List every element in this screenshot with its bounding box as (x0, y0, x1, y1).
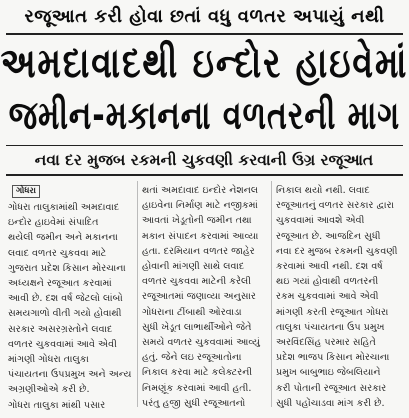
article-line: અગ્રણીઓએ કરી છે. (8, 384, 90, 396)
article-line: નવા દર મુજબ રકમની ચુકવણી (276, 245, 398, 257)
main-headline-line1: અમદાવાદથી ઇન્દોર હાઇવેમાં (0, 38, 409, 87)
article-line: હતું. જેને લઇ રજૂઆતોના (142, 352, 242, 364)
sub-divider-bottom (6, 174, 403, 176)
column-divider (271, 181, 272, 407)
article-line: સમયે વળતર ચુકવવામાં આવ્યું (142, 337, 260, 349)
article-line: પ્રદેશ ભાજપ કિસાન મોરચાના (276, 352, 390, 364)
article-line: વળતર ચુકવવા માટેની કરેલી (142, 276, 252, 288)
article-line: રજૂઆતનું વળતર સરકાર દ્વારા (276, 200, 394, 212)
article-line: કરવામાં આવી નથી. દશ વર્ષ (276, 261, 383, 273)
article-column-2 (142, 183, 262, 409)
article-line: અરવિંદસિંહ પરમાર સહિતે (276, 337, 376, 349)
article-line: મકાન સંપાદન કરવામાં આવ્યા (142, 230, 259, 242)
article-line: ચુકવવામાં આવશે એવી (276, 215, 365, 227)
article-line: રજૂઆતમાં જણાવ્યા અનુસાર (142, 291, 256, 303)
article-line: લવાદ વળતર ચુકવવા માટે (8, 247, 107, 259)
article-line: કરી પોતાની રજૂઆત સરકાર (276, 382, 387, 394)
article-line: થઇ ગયાં હોવાથી વળતરની (276, 276, 379, 288)
column-divider (137, 181, 138, 407)
article-line: હતા. દરમિયાન વળતર જાહેર (142, 245, 255, 257)
article-line: માંગણી ગોધરા તાલુકા (8, 354, 89, 366)
article-line: આવી છે. દશ વર્ષ જેટલો લાંબો (8, 293, 123, 305)
sub-divider-top (6, 145, 403, 146)
article-line: પરંતુ હજી સુધી રજૂઆતનો (142, 397, 246, 409)
article-line: હાઇવેના નિર્માણ માટે નજીકમાં (142, 200, 258, 212)
article-line: પ્રમુખ બાબુભાઇ જેબલિયાને (276, 367, 381, 379)
article-line: ગુજરાત પ્રદેશ કિસાન મોરચાના (8, 262, 126, 274)
article-line: નિમણૂંક કરવામાં આવી હતી. (142, 382, 252, 394)
article-line: સરકાર અસરગ્રસ્તોને લવાદ (8, 323, 113, 335)
article-line: માંગણી કરતી રજૂઆત ગોધરા (276, 306, 389, 318)
article-column-1 (8, 183, 132, 411)
article-line: સુધી પહોંચાડવા માંગ કરી છે. (276, 397, 385, 409)
article-line: થતાં અમદાવાદ ઇન્દોર નેશનલ (142, 185, 259, 196)
article-line: પંચાયતના ઉપપ્રમુખ અને અન્ય (8, 369, 132, 381)
article-line: તાલુકા પંચાયતના ઉપ પ્રમુખ (276, 321, 385, 333)
article-line: નિકાલ થયો નથી. લવાદ (276, 185, 370, 196)
dateline-box: ગોધરા (12, 185, 40, 198)
main-headline-line2: જમીન-મકાનના વળતરની માગ (8, 93, 401, 140)
article-line: રજૂઆત છે. આજદિન સુધી (276, 230, 381, 242)
article-line: હોવાની માંગણી સાથે લવાદ (142, 261, 245, 273)
article-line: રકમ ચુકવવામાં આવે એવી (276, 291, 379, 303)
article-column-3 (276, 183, 398, 409)
kicker-headline: રજૂઆત કરી હોવા છતાં વધુ વળતર અપાયું નથી (24, 6, 385, 27)
article-line: વળતર ચુકવવામાં આવે એવી (8, 338, 117, 350)
article-line: થયેલી જમીન અને મકાનના (8, 232, 118, 244)
article-line: ગોધરા તાલુકા માંથી પસાર (8, 399, 106, 411)
article-line: ઇન્દોર હાઇવેમાં સંપાદિત (8, 217, 99, 229)
article-line: સુધી ખેડૂત લાભાર્થીઓને જેતે (142, 321, 252, 333)
article-line: આવતાં ખેડૂતોની જમીન તથા (142, 215, 252, 227)
article-line: ગોધરા તાલુકામાંથી અમદાવાદ (8, 202, 120, 213)
article-line: નિકાલ કરવા માટે કલેક્ટરની (142, 367, 253, 379)
article-line: ગોધરાના ટીંબાથી ઓરવાડા (142, 306, 242, 318)
sub-headline: નવા દર મુજબ રકમની ચુકવણી કરવાની ઉગ્ર રજૂઆત (34, 151, 374, 169)
article-line: અધ્યક્ષને રજૂઆત કરવામાં (8, 278, 112, 290)
article-line: સમયગાળો વીતી ગયો હોવાથી (8, 308, 122, 320)
